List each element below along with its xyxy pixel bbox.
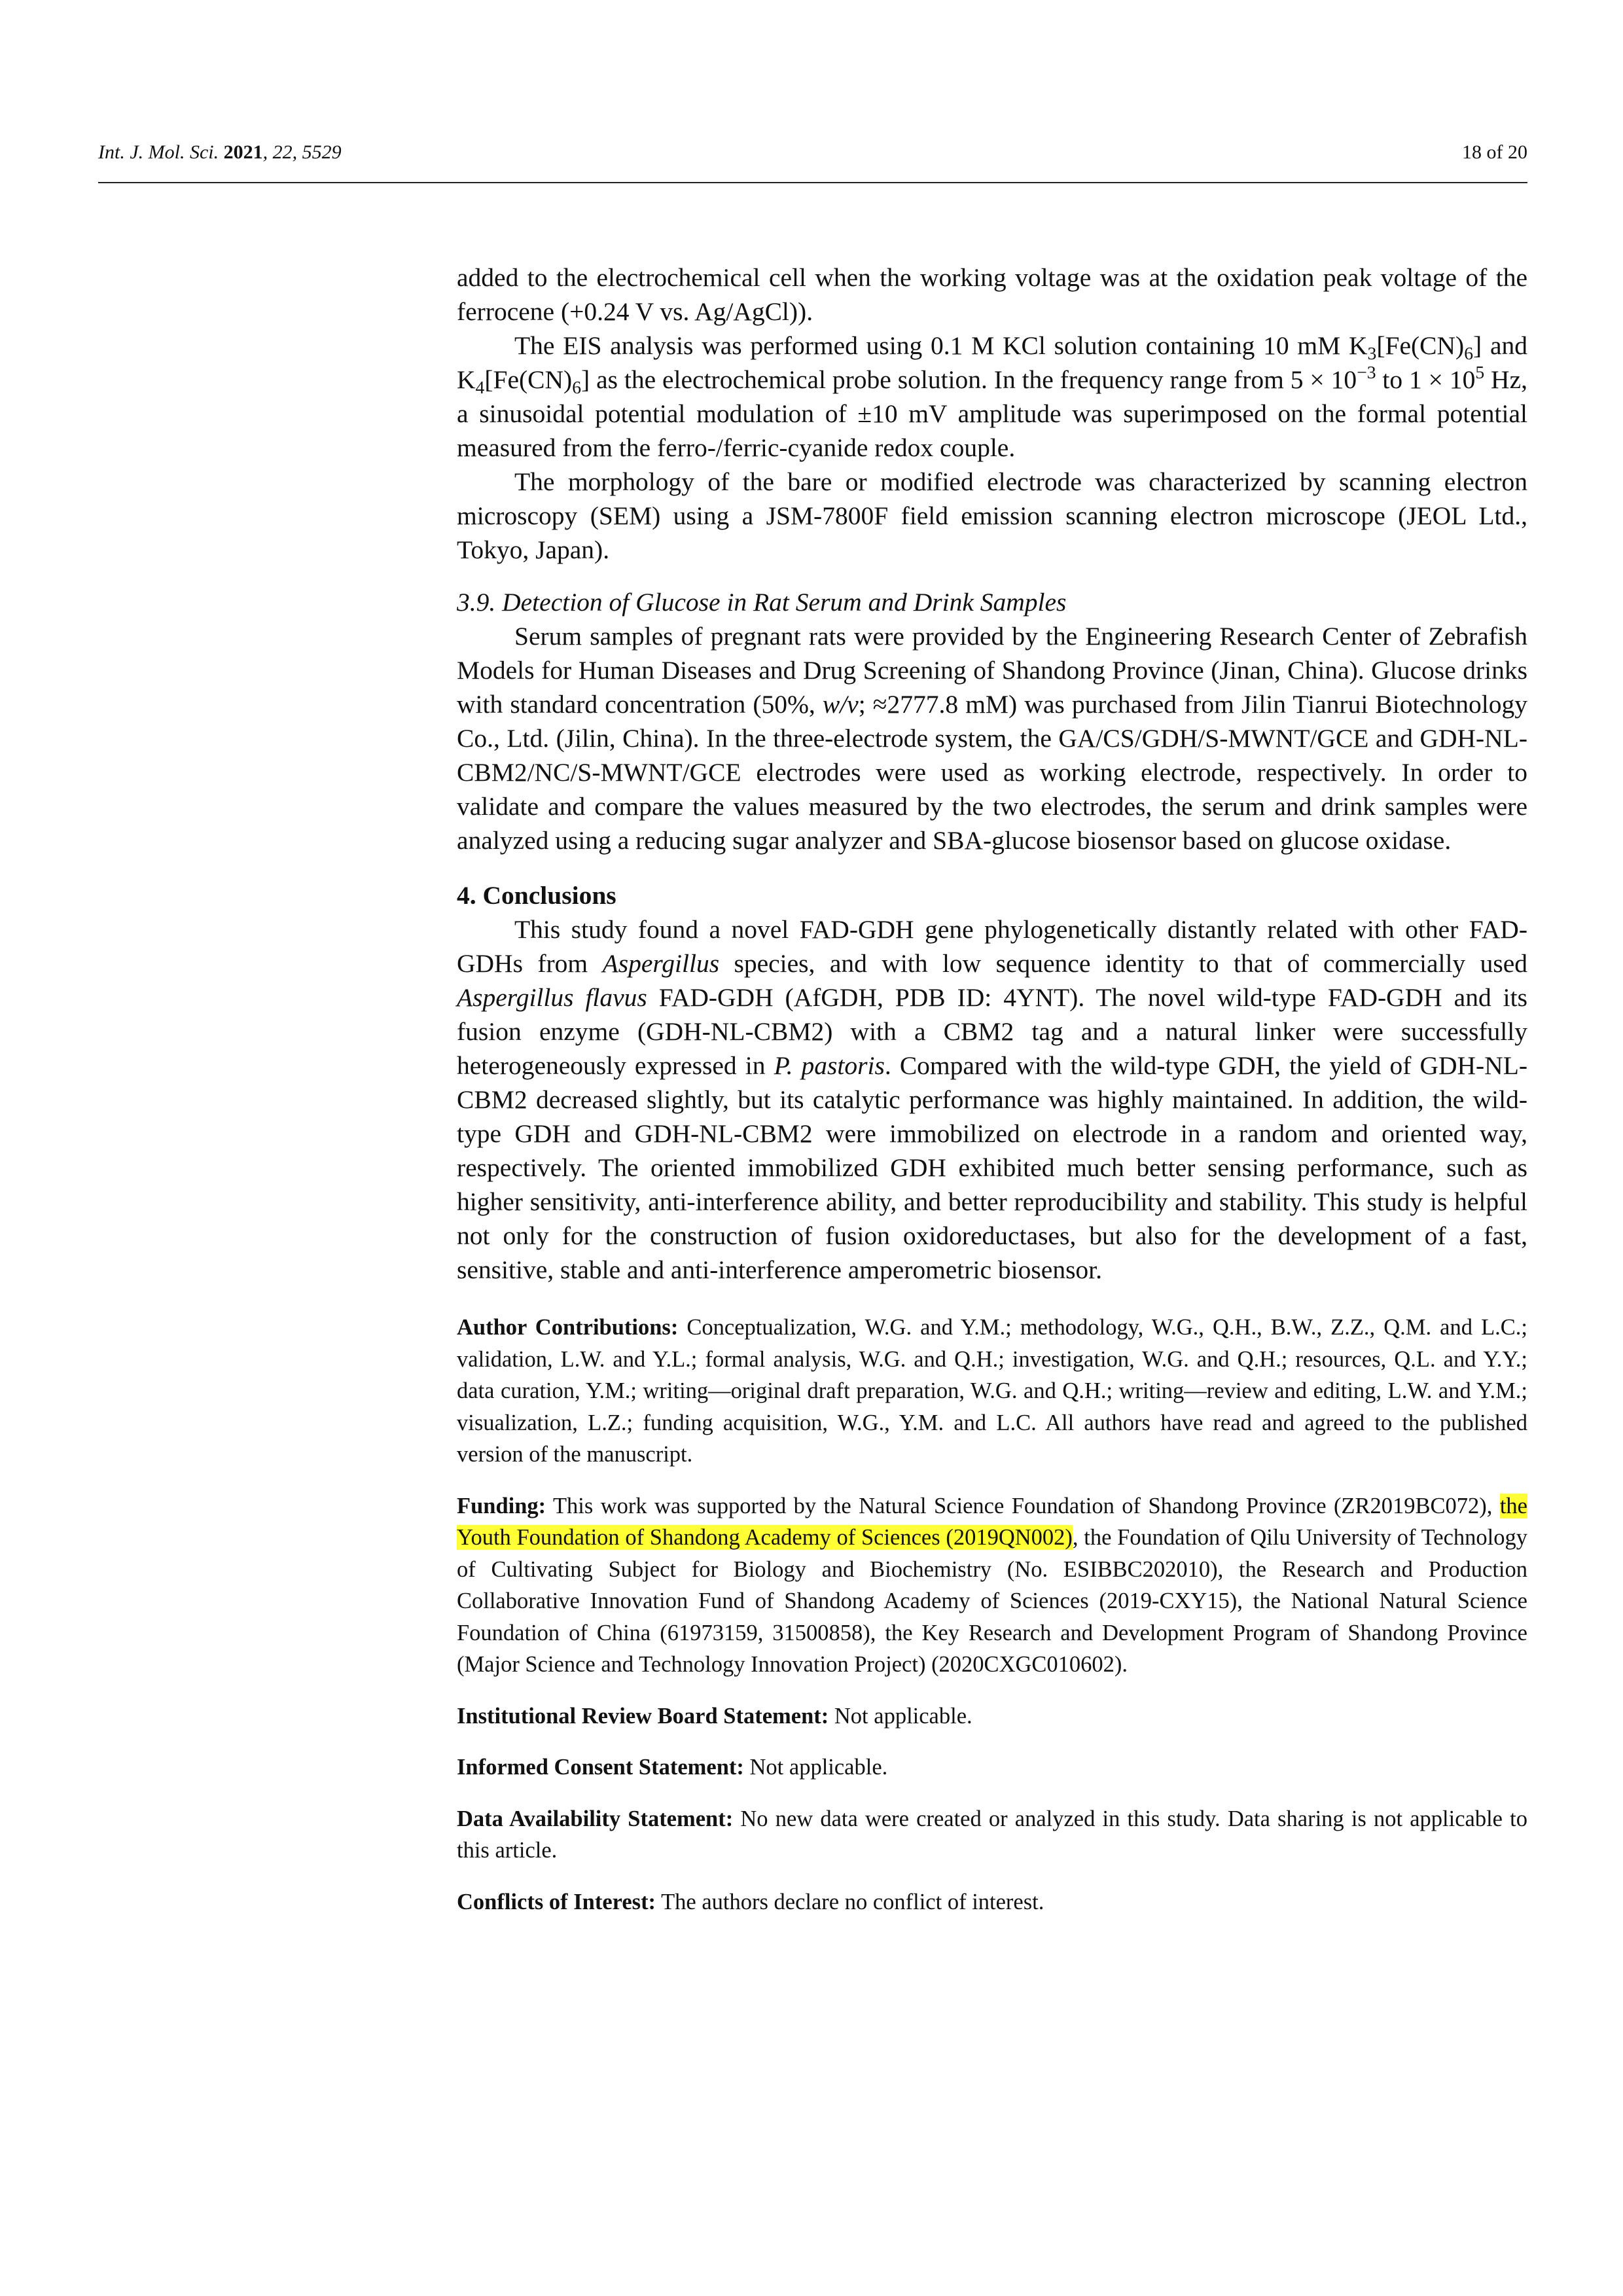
paragraph-continuation: added to the electrochemical cell when the working voltage was at the oxidation peak voltage of the ferrocene (+0.24 V vs. Ag/AgCl)).: [457, 263, 1527, 326]
data-availability-statement: [457, 1803, 1527, 1867]
funding-text-rest: , the Foundation of Qilu University of Technology of Cultivating Subject for Biology and Biochemistry (No. ESIBBC202010), the Research and Production Collaborative Innovation Fund of Shandong Academy of Sciences (2019-CXY15), the National Natural Science Foundation of China (61973159, 31500858), the Key Research and Development Program of Shandong Province (Major Science and Technology Innovation Project) (2020CXGC010602).: [457, 1525, 1527, 1677]
page-content: [457, 260, 1527, 1918]
consent-text: Not applicable.: [743, 1755, 888, 1780]
consent-label: Informed Consent Statement:: [457, 1755, 744, 1780]
data-availability-text: No new data were created or analyzed in this study. Data sharing is not applicable to this article.: [457, 1806, 1527, 1863]
irb-text: Not applicable.: [829, 1703, 972, 1729]
consent-statement: [457, 1751, 1527, 1784]
journal-citation: [98, 141, 342, 164]
paragraph-conclusions: This study found a novel FAD-GDH gene phylogenetically distantly related with other FAD-GDHs from Aspergillus species, and with low sequence identity to that of commercially used Aspergillus flavus FAD-GDH (AfGDH, PDB ID: 4YNT). The novel wild-type FAD-GDH and its fusion enzyme (GDH-NL-CBM2) with a CBM2 tag and a natural linker were successfully heterogeneously expressed in P. pastoris. Compared with the wild-type GDH, the yield of GDH-NL-CBM2 decreased slightly, but its catalytic performance was highly maintained. In addition, the wild-type GDH and GDH-NL-CBM2 were immobilized on electrode in a random and oriented way, respectively. The oriented immobilized GDH exhibited much better sensing performance, such as higher sensitivity, anti-interference ability, and better reproducibility and stability. This study is helpful not only for the construction of fusion oxidoreductases, but also for the development of a fast, sensitive, stable and anti-interference amperometric biosensor.: [457, 915, 1527, 1284]
irb-label: Institutional Review Board Statement:: [457, 1703, 829, 1729]
running-header: [98, 141, 1527, 178]
section-title: 4. Conclusions: [457, 881, 616, 910]
author-contributions: [457, 1312, 1527, 1471]
conflicts-label: Conflicts of Interest:: [457, 1889, 656, 1914]
subsection-title: 3.9. Detection of Glucose in Rat Serum and Drink Samples: [457, 588, 1067, 617]
header-divider: [98, 182, 1527, 183]
data-availability-label: Data Availability Statement:: [457, 1806, 734, 1831]
author-contributions-label: Author Contributions:: [457, 1315, 679, 1340]
funding-statement: [457, 1490, 1527, 1681]
funding-text: This work was supported by the Natural Science Foundation of Shandong Province (ZR2019BC072),: [546, 1493, 1500, 1518]
journal-volume-article: , 22, 5529: [262, 141, 342, 163]
highlighted-text: the Youth Foundation of Shandong Academy of Sciences (2019QN002): [457, 1493, 1527, 1550]
funding-label: Funding:: [457, 1493, 546, 1518]
paragraph-detection: Serum samples of pregnant rats were provided by the Engineering Research Center of Zebrafish Models for Human Diseases and Drug Screening of Shandong Province (Jinan, China). Glucose drinks with standard concentration (50%, w/v; ≈2777.8 mM) was purchased from Jilin Tianrui Biotechnology Co., Ltd. (Jilin, China). In the three-electrode system, the GA/CS/GDH/S-MWNT/GCE and GDH-NL-CBM2/NC/S-MWNT/GCE electrodes were used as working electrode, respectively. In order to validate and compare the values measured by the two electrodes, the serum and drink samples were analyzed using a reducing sugar analyzer and SBA-glucose biosensor based on glucose oxidase.: [457, 622, 1527, 855]
paragraph-morphology: The morphology of the bare or modified electrode was characterized by scanning electron microscopy (SEM) using a JSM-7800F field emission scanning electron microscope (JEOL Ltd., Tokyo, Japan).: [457, 467, 1527, 564]
page-number: 18 of 20: [1462, 141, 1527, 163]
paragraph-eis: The EIS analysis was performed using 0.1 M KCl solution containing 10 mM $K_3[Fe(CN)_6]$ and $K_4[Fe(CN)_6]$ as the electrochemical probe solution. In the frequency range from $5 \times 10^{-3}$ to $1 \times 10^5$ Hz, a sinusoidal potential modulation of ±10 mV amplitude was superimposed on the formal potential measured from the ferro-/ferric-cyanide redox couple.: [457, 331, 1527, 462]
conflicts-text: The authors declare no conflict of interest.: [656, 1889, 1044, 1914]
journal-name: Int. J. Mol. Sci.: [98, 141, 219, 163]
conflicts-statement: [457, 1886, 1527, 1918]
author-contributions-text: Conceptualization, W.G. and Y.M.; methodology, W.G., Q.H., B.W., Z.Z., Q.M. and L.C.; validation, L.W. and Y.L.; formal analysis, W.G. and Q.H.; investigation, W.G. and Q.H.; resources, Q.L. and Y.Y.; data curation, Y.M.; writing—original draft preparation, W.G. and Q.H.; writing—review and editing, L.W. and Y.M.; visualization, L.Z.; funding acquisition, W.G., Y.M. and L.C. All authors have read and agreed to the published version of the manuscript.: [457, 1315, 1527, 1467]
journal-year: 2021: [223, 141, 263, 163]
irb-statement: [457, 1700, 1527, 1732]
